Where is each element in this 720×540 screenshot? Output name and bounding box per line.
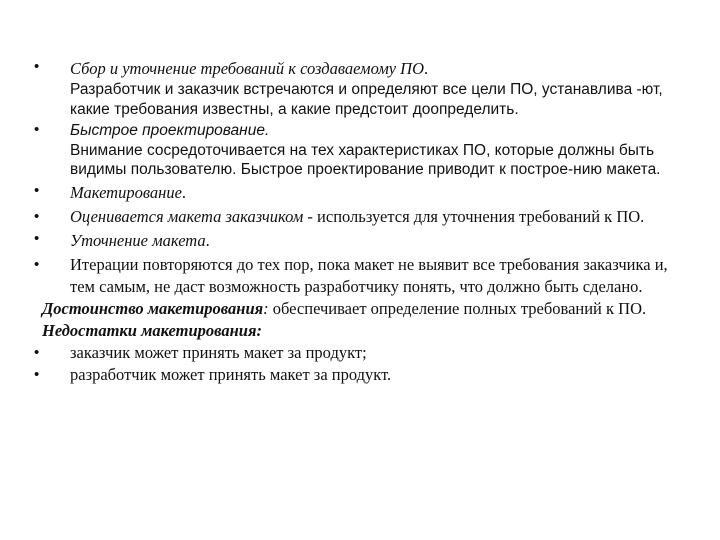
drawback-text: разработчик может принять макет за продукт. <box>70 364 392 384</box>
list-item <box>32 342 682 364</box>
item-title: Уточнение макета <box>70 230 206 250</box>
list-item <box>32 121 682 180</box>
advantage-label: Достоинство макетирования <box>42 298 264 318</box>
item-body: Разработчик и заказчик встречаются и определяют все цели ПО, устанавлива -ют, какие требования известны, а какие предстоит доопределить. <box>70 81 663 118</box>
item-title: Оценивается макета заказчиком <box>70 206 304 226</box>
bullet-icon: • <box>34 229 40 247</box>
bullet-icon: • <box>34 58 40 75</box>
list-item <box>32 230 682 252</box>
bullet-icon: • <box>34 343 40 361</box>
slide-content <box>32 58 682 386</box>
bullet-icon: • <box>34 121 40 138</box>
item-title: Сбор и уточнение требований к создаваемому ПО <box>70 59 425 78</box>
item-body: - используется для уточнения требований к ПО. <box>303 206 645 226</box>
item-body: Итерации повторяются до тех пор, пока макет не выявит все требования заказчика и, тем самым, не даст возможность разработчику понять, что должно быть сделано. <box>70 254 668 296</box>
item-body: Внимание сосредоточивается на тех характеристиках ПО, которые должны быть видимы пользователю. Быстрое проектирование приводит к построе-нию макета. <box>70 141 661 178</box>
bullet-icon: • <box>34 365 40 383</box>
list-item <box>32 364 682 386</box>
advantage-text: обеспечивает определение полных требований к ПО. <box>268 298 647 318</box>
bullet-icon: • <box>34 207 40 225</box>
list-item <box>32 58 682 119</box>
bullet-icon: • <box>34 255 40 273</box>
drawbacks-heading <box>32 320 682 342</box>
bullet-icon: • <box>34 181 40 199</box>
item-title-suffix: . <box>205 230 210 250</box>
list-item <box>32 182 682 204</box>
drawback-text: заказчик может принять макет за продукт; <box>70 342 367 362</box>
drawbacks-label: Недостатки макетирования: <box>42 320 262 340</box>
list-item <box>32 254 682 298</box>
advantage-paragraph <box>32 298 682 320</box>
list-item <box>32 206 682 228</box>
item-title-suffix: . <box>181 182 187 202</box>
item-title: Быстрое проектирование. <box>70 122 270 139</box>
item-title: Макетирование <box>70 182 182 202</box>
advantage-colon: : <box>263 298 269 318</box>
item-title-suffix: . <box>424 59 429 78</box>
